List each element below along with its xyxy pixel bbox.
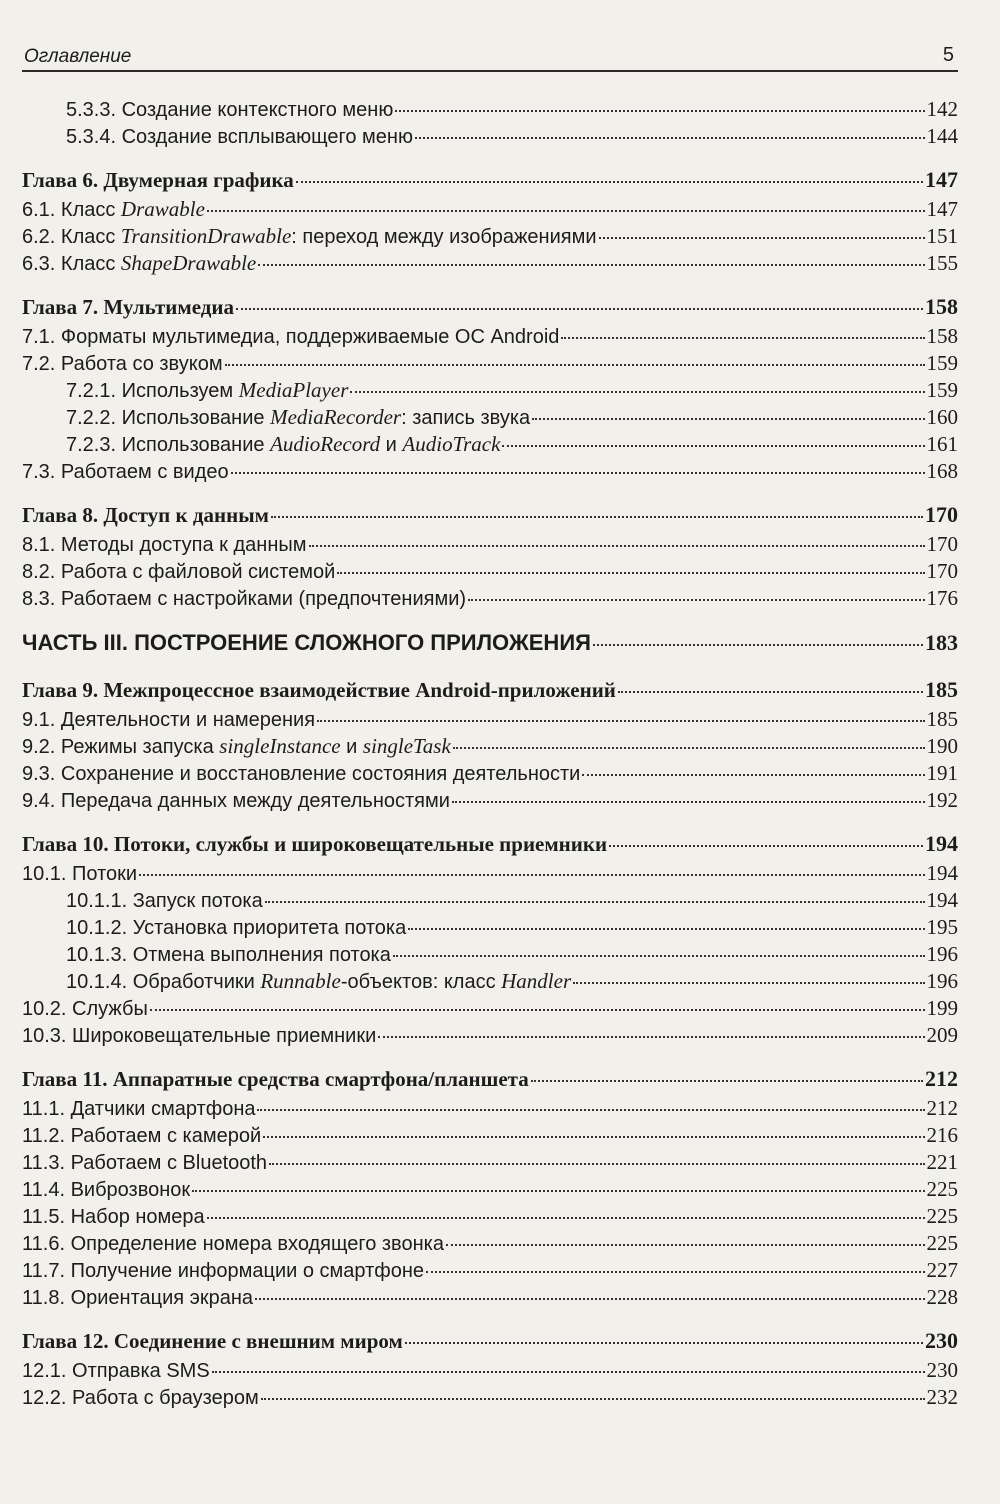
toc-entry-number: 10.3. [22, 1025, 73, 1047]
toc-entry-title [22, 324, 559, 351]
toc-chapter-entry [22, 674, 958, 706]
dot-leader [453, 747, 925, 749]
toc-chapter-entry [22, 499, 958, 531]
toc-entry-text: Использование [121, 407, 271, 429]
toc-page-number: 159 [926, 378, 958, 402]
toc-section-entry [22, 558, 958, 585]
toc-page-number: 170 [925, 502, 958, 527]
toc-page-number: 194 [925, 831, 958, 856]
toc-section-entry [22, 787, 958, 814]
toc-entry-title [22, 707, 315, 734]
dot-leader [231, 472, 925, 474]
toc-page-number: 190 [926, 734, 958, 758]
toc-entry-title [22, 1177, 190, 1204]
toc-entry-number: 9.1. [22, 709, 61, 731]
toc-section-entry [22, 914, 958, 941]
toc-page-number: 151 [926, 224, 958, 248]
toc-section-entry [22, 1357, 958, 1384]
dot-leader [599, 237, 925, 239]
toc-entry-number: 10.2. [22, 998, 73, 1020]
toc-entry-text: Отправка SMS [72, 1360, 210, 1382]
toc-entry-text: Класс [60, 253, 121, 275]
toc-entry-title [66, 377, 348, 405]
toc-page-number: 227 [926, 1258, 958, 1282]
dot-leader [531, 1080, 923, 1082]
dot-leader [225, 364, 925, 366]
toc-entry-number: 9.3. [22, 763, 61, 785]
toc-section-entry [22, 585, 958, 612]
toc-entry-number: 10.1.1. [66, 890, 133, 912]
toc-page-number: 183 [925, 630, 958, 655]
toc-entry-title [66, 968, 571, 996]
toc-page-number: 158 [925, 294, 958, 319]
dot-leader [609, 845, 923, 847]
toc-entry-number: 6.3. [22, 253, 61, 275]
toc-section-entry [22, 404, 958, 431]
dot-leader [257, 1109, 924, 1111]
toc-page-number: 230 [926, 1358, 958, 1382]
toc-page-number: 194 [926, 888, 958, 912]
toc-entry-text-rest: : переход между изображениями [291, 226, 597, 248]
toc-entry-number: 11.5. [22, 1206, 71, 1228]
toc-entry-title [66, 97, 393, 124]
toc-spacer [22, 1311, 958, 1325]
toc-entry-text: ЧАСТЬ III. ПОСТРОЕНИЕ СЛОЖНОГО ПРИЛОЖЕНИЯ [22, 630, 591, 655]
toc-page-number: 155 [926, 251, 958, 275]
toc-entry-title [22, 196, 205, 224]
dot-leader [263, 1136, 924, 1138]
toc-entry-text: Работа с файловой системой [60, 561, 336, 583]
dot-leader [192, 1190, 924, 1192]
toc-entry-number: 7.2. [22, 353, 61, 375]
toc-entry-text: Работа с браузером [72, 1387, 259, 1409]
toc-section-entry [22, 1230, 958, 1257]
dot-leader [309, 545, 925, 547]
toc-entry-title [22, 1325, 403, 1357]
toc-page-number: 191 [926, 761, 958, 785]
toc-entry-text: Широковещательные приемники [72, 1025, 377, 1047]
toc-entry-text: Работаем с камерой [70, 1125, 262, 1147]
toc-entry-title [22, 532, 307, 559]
toc-entry-number: 6.2. [22, 226, 61, 248]
toc-entry-number: 10.1.2. [66, 917, 133, 939]
toc-spacer [22, 277, 958, 291]
toc-section-entry [22, 1203, 958, 1230]
toc-entry-number: 5.3.3. [66, 99, 122, 121]
dot-leader [593, 644, 923, 646]
toc-entry-title [22, 291, 234, 323]
toc-page-number: 209 [926, 1023, 958, 1047]
toc-entry-italic: Drawable [120, 197, 205, 221]
toc-entry-italic: MediaRecorder [270, 405, 402, 429]
toc-entry-text: Глава 10. Потоки, службы и широковещательные приемники [22, 832, 608, 856]
toc-chapter-entry [22, 291, 958, 323]
dot-leader [139, 874, 924, 876]
toc-entry-text-rest: -объектов: класс [340, 971, 502, 993]
toc-section-entry [22, 733, 958, 760]
dot-leader [212, 1371, 925, 1373]
toc-entry-text: Класс [60, 226, 121, 248]
toc-page-number: 230 [925, 1328, 958, 1353]
dot-leader [502, 445, 924, 447]
dot-leader [265, 901, 925, 903]
toc-entry-italic: Runnable [260, 969, 341, 993]
toc-entry-text: Создание контекстного меню [121, 99, 394, 121]
page-number: 5 [942, 44, 954, 66]
toc-entry-title [22, 1258, 424, 1285]
running-header [22, 42, 958, 72]
toc-entry-text: Установка приоритета потока [132, 917, 407, 939]
toc-entry-title [66, 124, 413, 151]
toc-entry-number: 9.2. [22, 736, 61, 758]
toc-spacer [22, 612, 958, 626]
toc-part-entry [22, 626, 958, 660]
toc-entry-text: Работаем с видео [60, 461, 229, 483]
toc-section-entry [22, 941, 958, 968]
toc-page-number: 161 [926, 432, 958, 456]
toc-spacer [22, 1049, 958, 1063]
toc-entry-title [22, 1096, 255, 1123]
toc-entry-number: 12.1. [22, 1360, 73, 1382]
toc-entry-text: Потоки [72, 863, 138, 885]
toc-page-number: 195 [926, 915, 958, 939]
toc-entry-title [22, 1204, 205, 1231]
toc-section-entry [22, 1176, 958, 1203]
toc-entry-title [66, 915, 406, 942]
toc-entry-text: Форматы мультимедиа, поддерживаемые ОС Android [60, 326, 560, 348]
toc-chapter-entry [22, 1325, 958, 1357]
toc-section-entry [22, 431, 958, 458]
toc-entry-title [22, 1358, 210, 1385]
toc-page-number: 212 [926, 1096, 958, 1120]
toc-entry-title [22, 499, 269, 531]
toc-entry-text: Деятельности и намерения [60, 709, 316, 731]
toc-entry-italic: AudioTrack [402, 432, 501, 456]
toc-entry-title [22, 223, 597, 251]
toc-section-entry [22, 458, 958, 485]
toc-section-entry [22, 860, 958, 887]
dot-leader [582, 774, 924, 776]
toc-entry-text: Методы доступа к данным [60, 534, 307, 556]
toc-entry-number: 10.1.4. [66, 971, 133, 993]
toc-entry-number: 7.1. [22, 326, 61, 348]
toc-entry-title [22, 1385, 259, 1412]
toc-section-entry [22, 760, 958, 787]
running-header-title: Оглавление [24, 46, 132, 67]
toc-entry-title [22, 788, 450, 815]
dot-leader [393, 955, 925, 957]
toc-entry-title [22, 1123, 261, 1150]
toc-chapter-entry [22, 164, 958, 196]
toc-entry-title [22, 1150, 267, 1177]
toc-entry-number: 11.1. [22, 1098, 71, 1120]
toc-entry-number: 7.3. [22, 461, 61, 483]
toc-section-entry [22, 1122, 958, 1149]
dot-leader [561, 337, 924, 339]
toc-entry-title [22, 1023, 376, 1050]
toc-page-number: 228 [926, 1285, 958, 1309]
dot-leader [405, 1342, 923, 1344]
table-of-contents [22, 96, 958, 1411]
toc-entry-title [22, 1063, 529, 1095]
toc-entry-number: 8.1. [22, 534, 61, 556]
toc-entry-text: Работаем с настройками (предпочтениями) [60, 588, 467, 610]
toc-entry-number: 10.1. [22, 863, 73, 885]
toc-entry-text: Режимы запуска [60, 736, 220, 758]
toc-entry-number: 11.3. [22, 1152, 71, 1174]
toc-section-entry [22, 1149, 958, 1176]
toc-section-entry [22, 1284, 958, 1311]
toc-entry-text: Использование [121, 434, 271, 456]
toc-section-entry [22, 706, 958, 733]
dot-leader [378, 1036, 924, 1038]
toc-entry-number: 11.6. [22, 1233, 71, 1255]
toc-page-number: 196 [926, 942, 958, 966]
toc-entry-number: 11.7. [22, 1260, 71, 1282]
toc-entry-title [22, 164, 294, 196]
toc-page-number: 225 [926, 1177, 958, 1201]
toc-entry-title [22, 250, 256, 278]
toc-entry-number: 5.3.4. [66, 126, 122, 148]
toc-page-number: 158 [926, 324, 958, 348]
toc-entry-text: Глава 6. Двумерная графика [22, 168, 294, 192]
toc-page-number: 225 [926, 1231, 958, 1255]
toc-section-entry [22, 250, 958, 277]
dot-leader [207, 1217, 925, 1219]
toc-entry-italic: ShapeDrawable [120, 251, 257, 275]
dot-leader [350, 391, 924, 393]
toc-entry-text-rest: и [380, 434, 403, 456]
toc-page-number: 194 [926, 861, 958, 885]
toc-section-entry [22, 1022, 958, 1049]
toc-entry-text: Используем [121, 380, 239, 402]
dot-leader [271, 516, 923, 518]
toc-entry-title [66, 431, 500, 459]
toc-spacer [22, 814, 958, 828]
toc-entry-text: Глава 7. Мультимедиа [22, 295, 234, 319]
toc-section-entry [22, 531, 958, 558]
toc-entry-title [66, 404, 530, 432]
toc-entry-title [22, 351, 223, 378]
toc-section-entry [22, 223, 958, 250]
dot-leader [258, 264, 924, 266]
toc-entry-number: 9.4. [22, 790, 61, 812]
toc-entry-text: Сохранение и восстановление состояния деятельности [60, 763, 581, 785]
toc-page-number: 185 [926, 707, 958, 731]
toc-entry-number: 7.2.2. [66, 407, 122, 429]
toc-entry-text: Глава 11. Аппаратные средства смартфона/планшета [22, 1067, 529, 1091]
dot-leader [236, 308, 923, 310]
toc-entry-text: Ориентация экрана [70, 1287, 254, 1309]
toc-entry-number: 7.2.3. [66, 434, 122, 456]
dot-leader [426, 1271, 924, 1273]
dot-leader [150, 1009, 925, 1011]
toc-page-number: 168 [926, 459, 958, 483]
toc-section-entry [22, 887, 958, 914]
toc-page-number: 199 [926, 996, 958, 1020]
toc-entry-title [22, 674, 616, 706]
toc-entry-title [22, 459, 229, 486]
toc-entry-title [22, 626, 591, 660]
toc-entry-text: Набор номера [70, 1206, 205, 1228]
toc-section-entry [22, 96, 958, 123]
dot-leader [207, 210, 925, 212]
toc-page-number: 185 [925, 677, 958, 702]
dot-leader [296, 181, 923, 183]
toc-page-number: 159 [926, 351, 958, 375]
dot-leader [255, 1298, 924, 1300]
toc-entry-title [22, 586, 466, 613]
toc-page-number: 142 [926, 97, 958, 121]
toc-entry-text-rest: и [340, 736, 363, 758]
dot-leader [532, 418, 924, 420]
toc-page-number: 147 [926, 197, 958, 221]
toc-entry-text: Запуск потока [132, 890, 263, 912]
toc-entry-italic: AudioRecord [270, 432, 381, 456]
toc-entry-number: 11.2. [22, 1125, 71, 1147]
dot-leader [446, 1244, 925, 1246]
toc-section-entry [22, 1257, 958, 1284]
toc-entry-italic: TransitionDrawable [120, 224, 292, 248]
toc-entry-text: Отмена выполнения потока [132, 944, 391, 966]
toc-entry-title [66, 888, 263, 915]
toc-entry-number: 7.2.1. [66, 380, 122, 402]
toc-section-entry [22, 196, 958, 223]
toc-page-number: 216 [926, 1123, 958, 1147]
toc-section-entry [22, 323, 958, 350]
toc-entry-italic: singleTask [362, 734, 451, 758]
toc-entry-text: Глава 9. Межпроцессное взаимодействие Android-приложений [22, 678, 616, 702]
toc-section-entry [22, 123, 958, 150]
toc-chapter-entry [22, 1063, 958, 1095]
toc-page-number: 160 [926, 405, 958, 429]
toc-entry-title [66, 942, 391, 969]
toc-page-number: 225 [926, 1204, 958, 1228]
dot-leader [395, 110, 924, 112]
toc-entry-number: 10.1.3. [66, 944, 133, 966]
toc-page-number: 196 [926, 969, 958, 993]
toc-page-number: 232 [926, 1385, 958, 1409]
toc-entry-text: Службы [72, 998, 148, 1020]
toc-spacer [22, 660, 958, 674]
toc-entry-text: Обработчики [132, 971, 261, 993]
dot-leader [618, 691, 923, 693]
dot-leader [261, 1398, 925, 1400]
dot-leader [415, 137, 925, 139]
dot-leader [468, 599, 924, 601]
toc-entry-text: Глава 12. Соединение с внешним миром [22, 1329, 403, 1353]
dot-leader [408, 928, 924, 930]
toc-section-entry [22, 995, 958, 1022]
toc-entry-number: 6.1. [22, 199, 61, 221]
toc-entry-italic: singleInstance [219, 734, 341, 758]
toc-entry-number: 11.8. [22, 1287, 71, 1309]
toc-entry-title [22, 733, 451, 761]
toc-entry-title [22, 761, 580, 788]
toc-section-entry [22, 350, 958, 377]
toc-page-number: 170 [926, 532, 958, 556]
toc-page-number: 212 [925, 1066, 958, 1091]
toc-page-number: 147 [925, 167, 958, 192]
toc-entry-text: Определение номера входящего звонка [70, 1233, 444, 1255]
dot-leader [573, 982, 924, 984]
toc-entry-title [22, 1231, 444, 1258]
toc-section-entry [22, 968, 958, 995]
toc-entry-title [22, 828, 607, 860]
toc-entry-number: 11.4. [22, 1179, 71, 1201]
toc-entry-number: 12.2. [22, 1387, 73, 1409]
toc-entry-title [22, 559, 335, 586]
toc-entry-italic: MediaPlayer [238, 378, 349, 402]
dot-leader [269, 1163, 924, 1165]
toc-section-entry [22, 377, 958, 404]
toc-entry-text: Глава 8. Доступ к данным [22, 503, 269, 527]
toc-entry-text: Класс [60, 199, 121, 221]
toc-section-entry [22, 1095, 958, 1122]
toc-page-number: 176 [926, 586, 958, 610]
toc-entry-text: Виброзвонок [70, 1179, 191, 1201]
toc-entry-number: 8.3. [22, 588, 61, 610]
toc-spacer [22, 485, 958, 499]
toc-entry-text: Передача данных между деятельностями [60, 790, 450, 812]
toc-entry-italic: Handler [501, 969, 572, 993]
toc-entry-title [22, 861, 137, 888]
toc-chapter-entry [22, 828, 958, 860]
toc-entry-number: 8.2. [22, 561, 61, 583]
dot-leader [337, 572, 924, 574]
toc-entry-text: Получение информации о смартфоне [70, 1260, 425, 1282]
toc-page-number: 192 [926, 788, 958, 812]
toc-entry-text: Датчики смартфона [70, 1098, 256, 1120]
toc-entry-title [22, 996, 148, 1023]
toc-entry-text: Создание всплывающего меню [121, 126, 413, 148]
toc-entry-text: Работаем с Bluetooth [70, 1152, 268, 1174]
toc-spacer [22, 150, 958, 164]
toc-page-number: 221 [926, 1150, 958, 1174]
dot-leader [452, 801, 925, 803]
toc-entry-text: Работа со звуком [60, 353, 223, 375]
toc-entry-text-rest: : запись звука [401, 407, 531, 429]
dot-leader [317, 720, 924, 722]
toc-page-number: 144 [926, 124, 958, 148]
toc-page-number: 170 [926, 559, 958, 583]
toc-entry-title [22, 1285, 253, 1312]
toc-section-entry [22, 1384, 958, 1411]
